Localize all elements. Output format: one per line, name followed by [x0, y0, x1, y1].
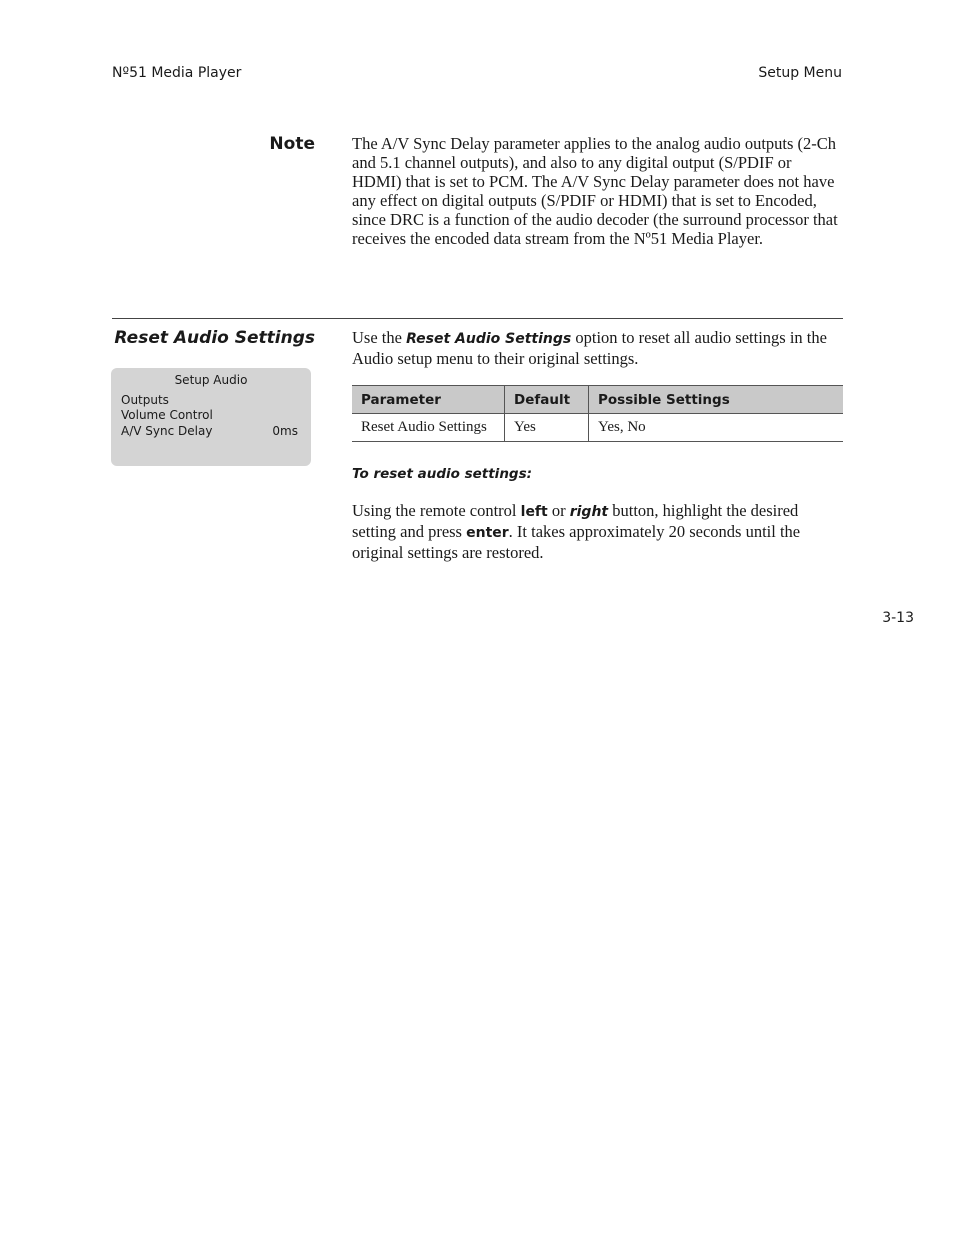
intro-option-name: Reset Audio Settings: [406, 331, 572, 347]
menu-item-outputs: Outputs: [121, 393, 169, 407]
note-text: The A/V Sync Delay parameter applies to the analog audio outputs (2-Ch and 5.1 channel outputs), and also to any digital output (S/PDIF or HDMI) that is set to PCM. The A/V Sync Delay parameter does not have any effect on digital outputs (S/PDIF or HDMI) that is set to Encoded, since DRC is a function of the audio decoder (the surround processor that receives the encoded data stream from the Nº51 Media Player.: [352, 134, 838, 248]
menu-item-volume-control: Volume Control: [121, 408, 213, 422]
section-intro: [352, 328, 844, 368]
section-divider: [112, 318, 843, 319]
procedure-text-1: Using the remote control: [352, 501, 521, 520]
parameter-table: [352, 385, 843, 442]
key-left: left: [520, 504, 548, 520]
key-right: right: [569, 504, 609, 520]
procedure-text: [352, 501, 844, 562]
setup-audio-menu-screen: [111, 368, 311, 466]
table-cell-default: Yes: [505, 414, 589, 442]
section-heading: Reset Audio Settings: [114, 328, 315, 348]
intro-prefix: Use the: [352, 328, 407, 347]
table-row: [352, 414, 843, 442]
running-header-title: Nº51 Media Player: [112, 65, 242, 81]
menu-item-av-sync-delay: A/V Sync Delay: [121, 424, 213, 438]
procedure-text-2: or: [547, 501, 570, 520]
running-header-section: Setup Menu: [758, 65, 842, 81]
procedure-text-4: . It takes approximately 20 seconds until the original settings are restored.: [352, 522, 801, 562]
procedure-heading: To reset audio settings:: [352, 466, 533, 482]
procedure-text-3: button, highlight the desired setting and press: [352, 501, 799, 541]
table-cell-possible-settings: Yes, No: [589, 414, 844, 442]
intro-suffix: option to reset all audio settings in the Audio setup menu to their original settings.: [352, 328, 827, 368]
page-number: 3-13: [882, 610, 914, 626]
table-header-default: Default: [505, 386, 589, 414]
table-header-parameter: Parameter: [352, 386, 505, 414]
menu-title: Setup Audio: [174, 373, 248, 387]
table-cell-parameter: Reset Audio Settings: [352, 414, 505, 442]
table-header-row: [352, 386, 843, 414]
menu-item-value: 0ms: [272, 424, 298, 438]
table-header-possible-settings: Possible Settings: [589, 386, 844, 414]
note-heading: Note: [269, 134, 315, 154]
key-enter: enter: [466, 525, 509, 541]
